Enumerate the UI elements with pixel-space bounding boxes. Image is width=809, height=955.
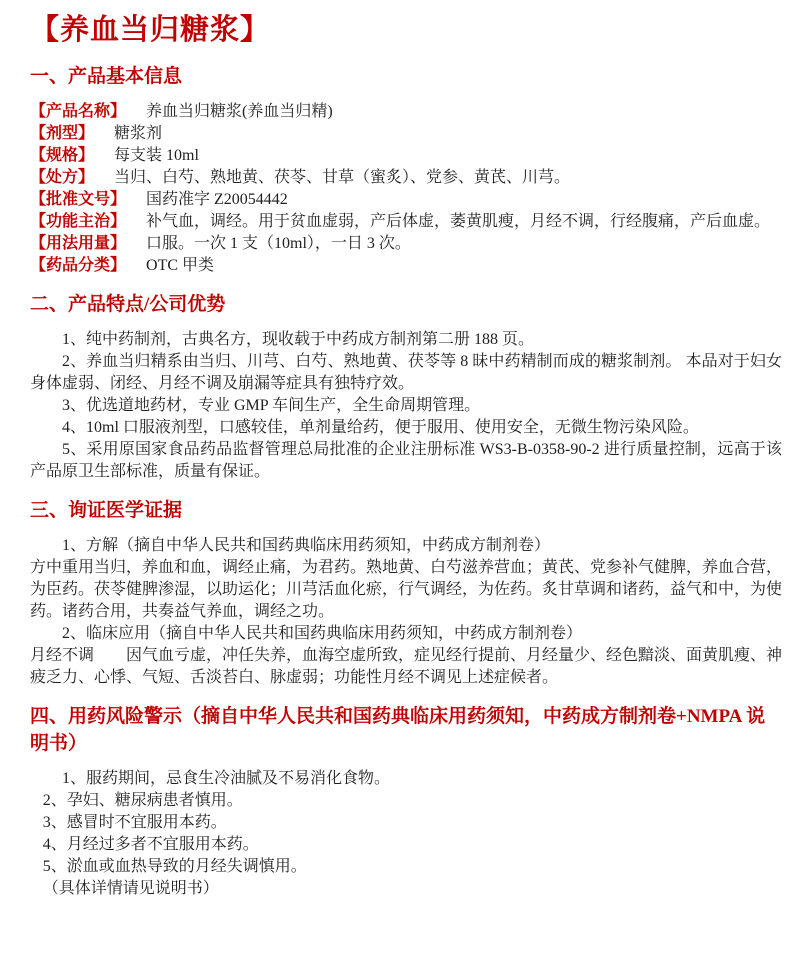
info-label: 【批准文号】 xyxy=(30,191,127,208)
info-label: 【规格】 xyxy=(30,147,95,164)
info-label: 【药品分类】 xyxy=(30,257,127,274)
info-value: 糖浆剂 xyxy=(114,125,163,142)
info-value: 每支装 10ml xyxy=(114,147,199,164)
paragraph: 月经不调 因气血亏虚，冲任失养，血海空虚所致，症见经行提前、月经量少、经色黯淡、面黄肌瘦、神疲乏力、心悸、气短、舌淡苔白、脉虚弱；功能性月经不调见上述症候者。 xyxy=(30,647,783,686)
info-value: OTC 甲类 xyxy=(146,257,215,274)
info-row xyxy=(30,167,782,189)
section-product-features xyxy=(30,291,782,483)
paragraph: 5、采用原国家食品药品监督管理总局批准的企业注册标准 WS3-B-0358-90-2 进行质量控制，远高于该产品原卫生部标准，质量有保证。 xyxy=(30,441,782,480)
section-heading: 一、产品基本信息 xyxy=(30,66,183,87)
info-row xyxy=(30,233,782,255)
paragraph: 方中重用当归，养血和血，调经止痛，为君药。熟地黄、白芍滋养营血；黄芪、党参补气健脾，养血合营，为臣药。茯苓健脾渗湿，以助运化；川芎活血化瘀，行气调经，为佐药。炙甘草调和诸药，益气和中，为使药。诸药合用，共奏益气养血，调经之功。 xyxy=(30,559,783,620)
paragraph: （具体详情请见说明书） xyxy=(42,880,219,897)
info-label: 【处方】 xyxy=(30,169,95,186)
info-row xyxy=(30,123,782,145)
section-heading: 四、用药风险警示（摘自中华人民共和国药典临床用药须知，中药成方制剂卷+NMPA 说明书） xyxy=(30,706,766,754)
paragraph: 1、服药期间，忌食生冷油腻及不易消化食物。 xyxy=(62,770,391,787)
paragraph: 3、优选道地药材，专业 GMP 车间生产，全生命周期管理。 xyxy=(62,397,481,414)
info-label: 【用法用量】 xyxy=(30,235,127,252)
info-value: 口服。一次 1 支（10ml），一日 3 次。 xyxy=(146,235,411,252)
paragraph: 4、10ml 口服液剂型，口感较佳，单剂量给药，便于服用、使用安全，无微生物污染风险。 xyxy=(62,419,699,436)
info-row xyxy=(30,101,782,123)
info-label: 【剂型】 xyxy=(30,125,95,142)
info-row xyxy=(30,255,782,277)
section-medical-evidence xyxy=(30,497,782,689)
paragraph: 1、方解（摘自中华人民共和国药典临床用药须知，中药成方制剂卷） xyxy=(62,537,551,554)
section-risk-warnings xyxy=(30,703,782,900)
paragraph: 4、月经过多者不宜服用本药。 xyxy=(42,836,259,853)
info-value: 补气血，调经。用于贫血虚弱，产后体虚，萎黄肌瘦，月经不调，行经腹痛，产后血虚。 xyxy=(146,213,771,230)
paragraph: 2、养血当归精系由当归、川芎、白芍、熟地黄、茯苓等 8 昧中药精制而成的糖浆制剂。 本品对于妇女身体虚弱、闭经、月经不调及崩漏等症具有独特疗效。 xyxy=(30,353,782,392)
paragraph: 5、淤血或血热导致的月经失调慎用。 xyxy=(42,858,307,875)
paragraph: 3、感冒时不宜服用本药。 xyxy=(42,814,227,831)
info-row xyxy=(30,145,782,167)
section-heading: 二、产品特点/公司优势 xyxy=(30,294,226,315)
info-value: 当归、白芍、熟地黄、茯苓、甘草（蜜炙）、党参、黄芪、川芎。 xyxy=(114,169,571,186)
info-value: 国药准字 Z20054442 xyxy=(146,191,288,208)
paragraph: 2、临床应用（摘自中华人民共和国药典临床用药须知，中药成方制剂卷） xyxy=(62,625,583,642)
info-value: 养血当归糖浆(养血当归精) xyxy=(146,103,333,120)
page-title: 【养血当归糖浆】 xyxy=(30,14,271,46)
paragraph: 1、纯中药制剂，古典名方，现收载于中药成方制剂第二册 188 页。 xyxy=(62,331,535,348)
paragraph: 2、孕妇、糖尿病患者慎用。 xyxy=(42,792,243,809)
info-row xyxy=(30,211,782,233)
info-row xyxy=(30,189,782,211)
section-basic-info xyxy=(30,63,782,277)
section-heading: 三、询证医学证据 xyxy=(30,500,183,521)
info-label: 【功能主治】 xyxy=(30,213,127,230)
info-label: 【产品名称】 xyxy=(30,103,127,120)
